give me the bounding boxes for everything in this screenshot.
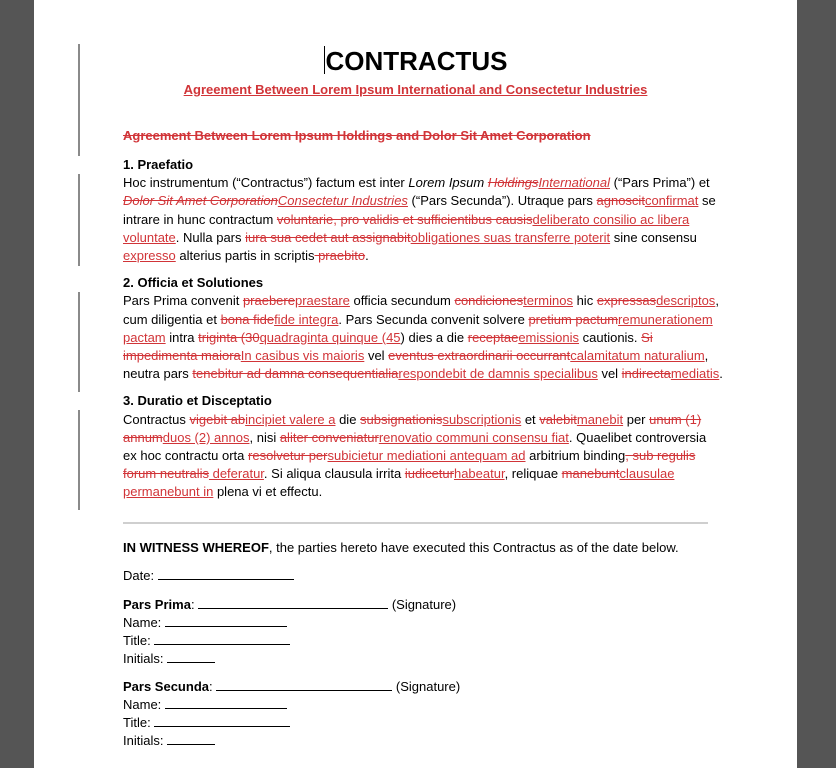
signature-blank[interactable]	[216, 679, 392, 691]
party2-initials-line[interactable]: Initials:	[123, 732, 215, 750]
signature-blank[interactable]	[198, 597, 388, 609]
section-paragraph[interactable]: Contractus vigebit abincipiet valere a die subsignationissubscriptionis et valebitmanebit per unum (1) annumduos (2) annos, nisi aliter conveniaturrenovatio communi consensu fiat. Quaelibet controversia ex hoc contractu orta resolvetur persubicietur mediationi antequam ad arbitrium binding, sub regulis forum neutralis deferatur. Si aliqua clausula irrita iudiceturhabeatur, reliquae manebuntclausulae permanebunt in plena vi et effectu.	[123, 411, 707, 500]
name-blank[interactable]	[165, 697, 287, 709]
section-paragraph[interactable]: Hoc instrumentum (“Contractus”) factum est inter Lorem Ipsum HoldingsInternational (“Pars Prima”) et Dolor Sit Amet CorporationConsectetur Industries (“Pars Secunda”). Utraque pars agnoscitconfirmat se intrare in hunc contractum voluntarie, pro validis et sufficientibus causisdeliberato consilio ac libera voluntate. Nulla pars iura sua cedet aut assignabitobligationes suas transferre poterit sine consensu expresso alterius partis in scriptis praebito.	[123, 175, 716, 264]
change-bar	[78, 410, 80, 510]
party1-name-line[interactable]: Name:	[123, 614, 287, 632]
initials-blank[interactable]	[167, 733, 215, 745]
change-bar	[78, 292, 80, 392]
contract-body[interactable]	[123, 156, 723, 511]
change-bar	[78, 174, 80, 266]
subtitle-deleted[interactable]: Agreement Between Lorem Ipsum Holdings and Dolor Sit Amet Corporation	[123, 128, 591, 143]
party2-signature-line[interactable]: Pars Secunda: (Signature)	[123, 679, 461, 694]
name-blank[interactable]	[165, 615, 287, 627]
section-heading: 1. Praefatio	[123, 157, 194, 172]
title-blank[interactable]	[154, 715, 290, 727]
date-line[interactable]: Date:	[123, 567, 294, 585]
document-title[interactable]: CONTRACTUS	[325, 46, 508, 76]
party1-signature-line[interactable]: Pars Prima: (Signature)	[123, 597, 457, 612]
text-cursor	[324, 46, 325, 74]
document-page[interactable]	[34, 0, 797, 768]
party2-title-line[interactable]: Title:	[123, 714, 290, 732]
party2-name-line[interactable]: Name:	[123, 696, 287, 714]
initials-blank[interactable]	[167, 651, 215, 663]
date-blank[interactable]	[158, 568, 294, 580]
section-heading: 2. Officia et Solutiones	[123, 275, 264, 291]
section-divider	[123, 522, 708, 524]
witness-statement[interactable]: IN WITNESS WHEREOF, the parties hereto have executed this Contractus as of the date below.	[123, 540, 679, 555]
title-blank[interactable]	[154, 633, 290, 645]
subtitle-inserted[interactable]: Agreement Between Lorem Ipsum International and Consectetur Industries	[183, 82, 648, 97]
party1-initials-line[interactable]: Initials:	[123, 650, 215, 668]
party1-title-line[interactable]: Title:	[123, 632, 290, 650]
section-heading: 3. Duratio et Disceptatio	[123, 393, 272, 409]
section-paragraph[interactable]: Pars Prima convenit praeberepraestare officia secundum condicionesterminos hic expressasdescriptos, cum diligentia et bona fidefide integra. Pars Secunda convenit solvere pretium pactumremunerationem pactam intra triginta (30quadraginta quinque (45) dies a die receptaeemissionis cautionis. Si impedimenta maioraIn casibus vis maioris vel eventus extraordinarii occurrantcalamitatum naturalium, neutra pars tenebitur ad damna consequentialiarespondebit de damnis specialibus vel indirectamediatis.	[123, 293, 723, 382]
